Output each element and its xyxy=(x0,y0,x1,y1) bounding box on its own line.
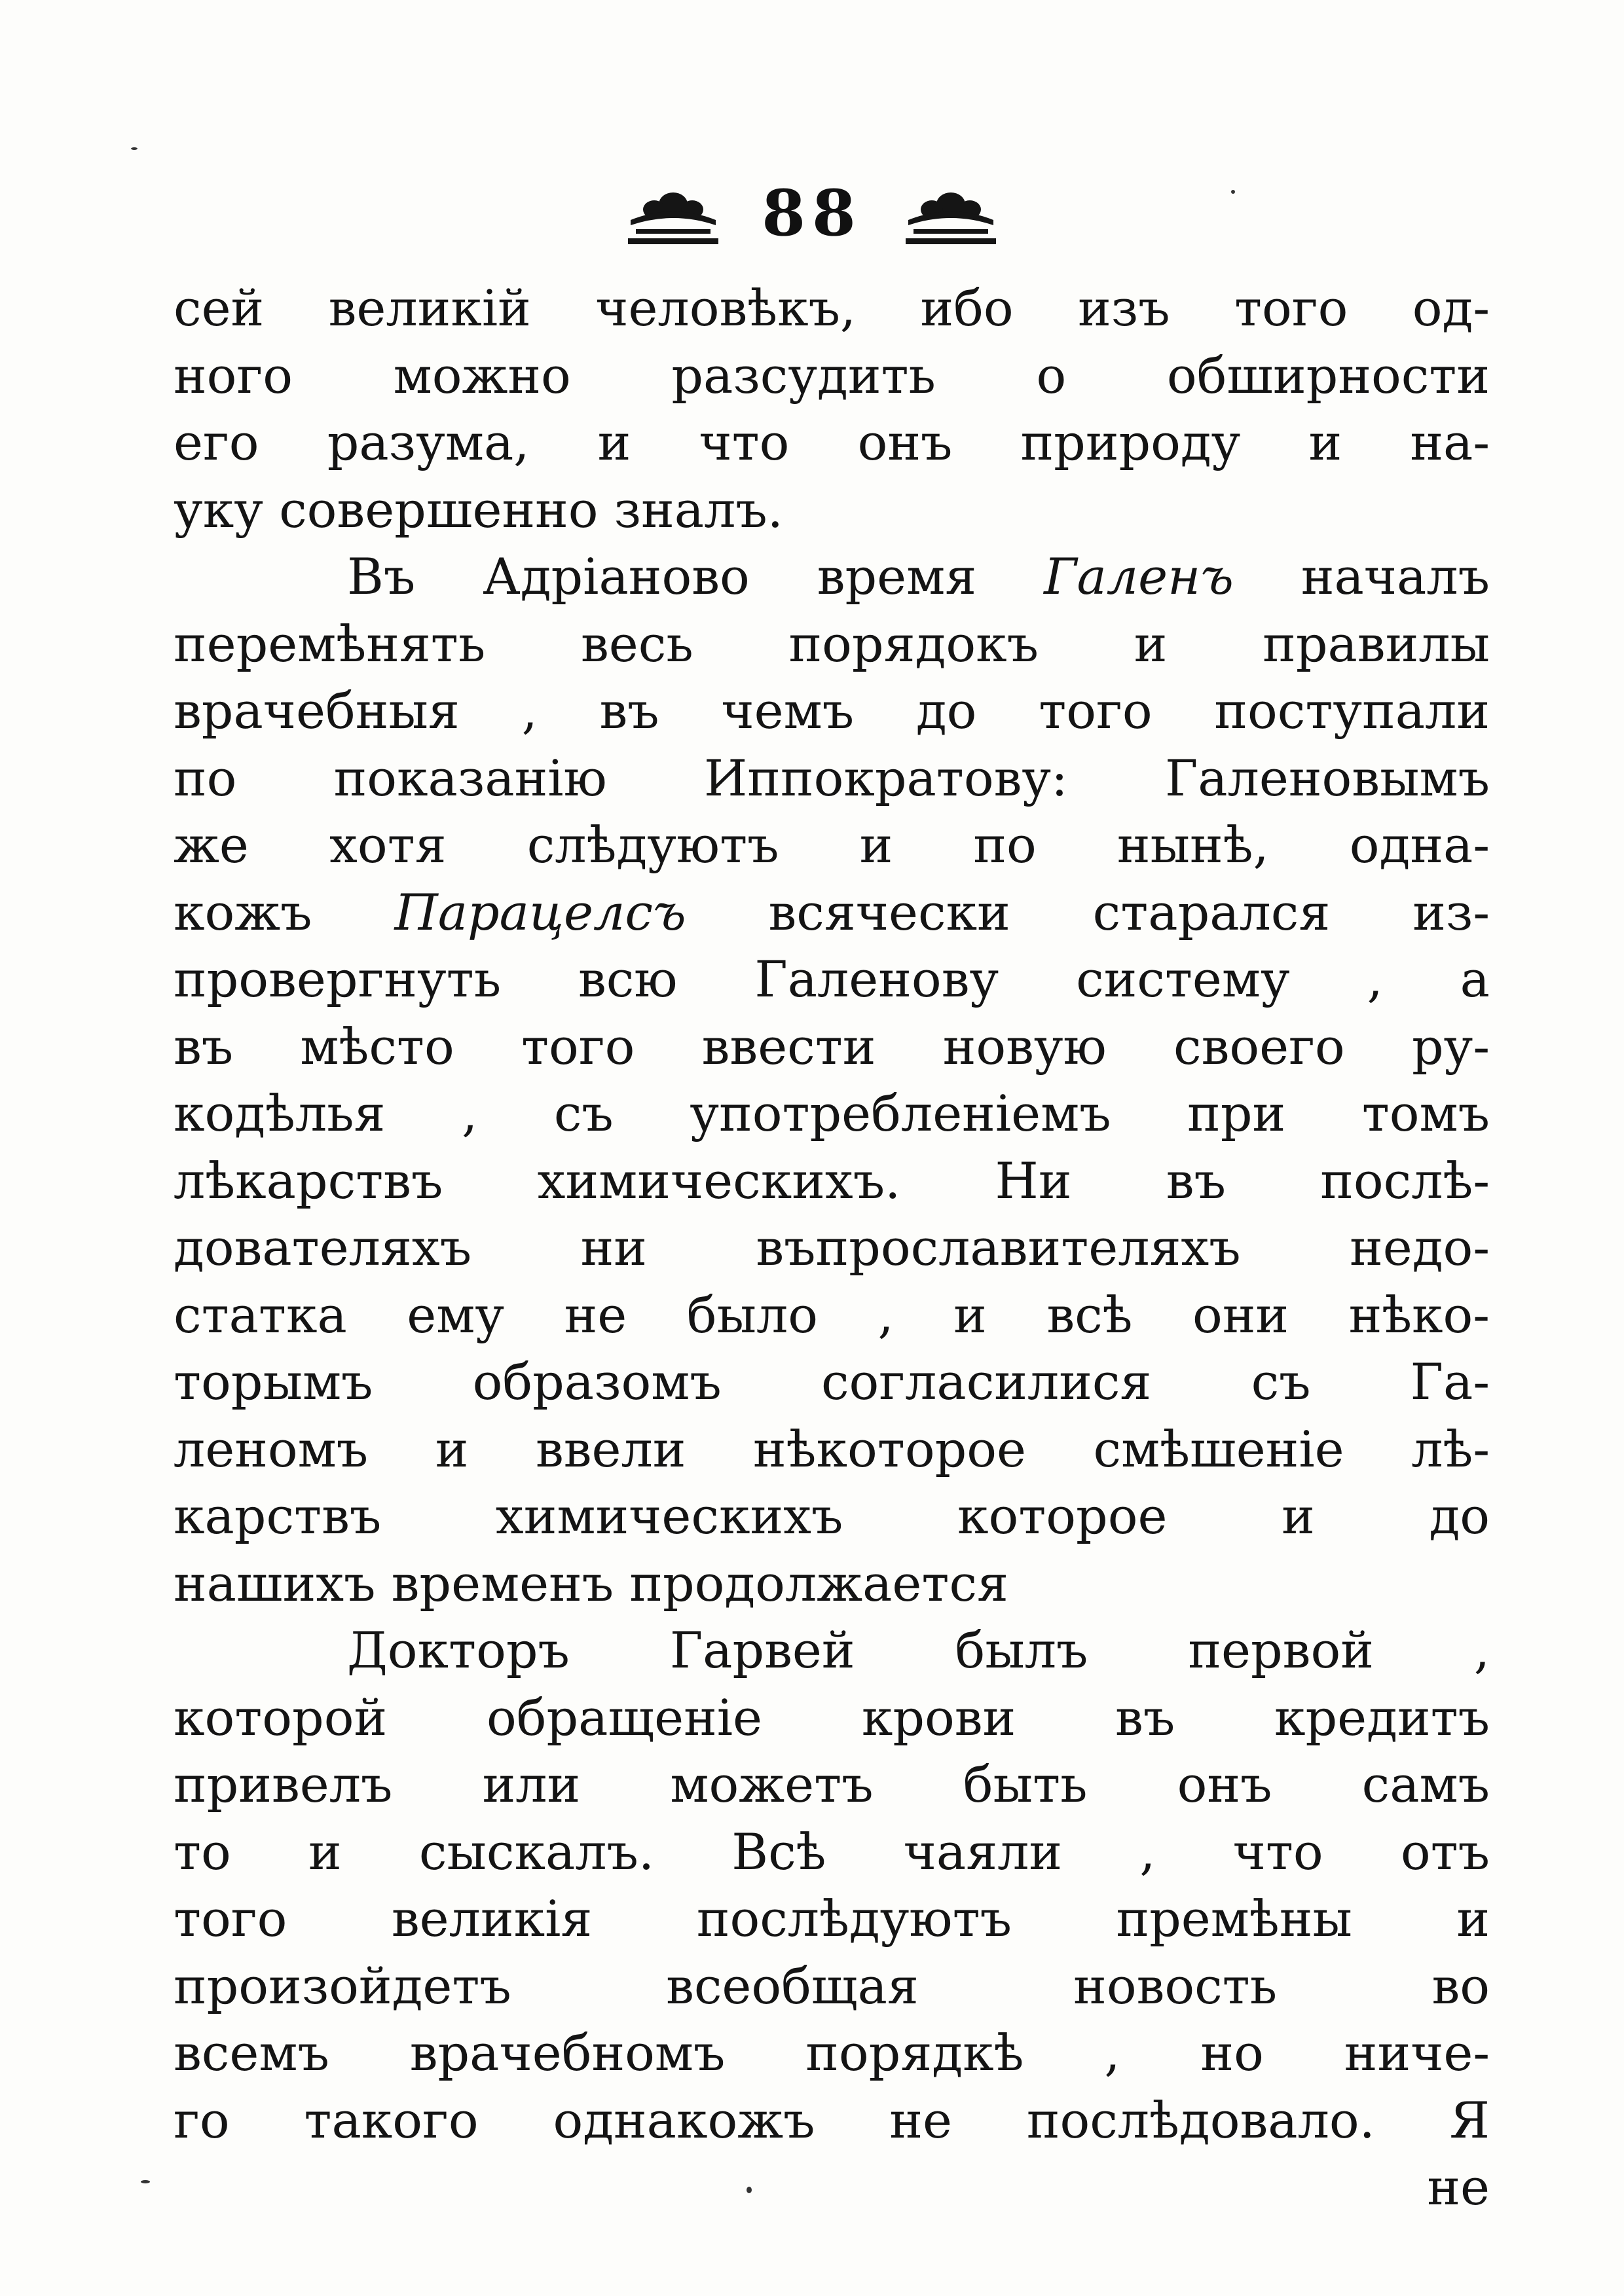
text-line: леномъ и ввели нѣкоторое смѣшеніе лѣ- xyxy=(174,1419,1490,1478)
ink-speck xyxy=(141,2180,150,2183)
ink-speck xyxy=(131,147,138,150)
text-line: сей великій человѣкъ, ибо изъ того од- xyxy=(174,279,1490,337)
text-line: Докторъ Гарвей былъ первой , xyxy=(347,1621,1490,1679)
text-line: же хотя слѣдуютъ и по нынѣ, одна- xyxy=(174,816,1490,874)
text-line: дователяхъ ни въпрославителяхъ недо- xyxy=(174,1218,1490,1277)
text-line: го такого однакожъ не послѣдовало. Я xyxy=(174,2090,1490,2149)
crown-ornament-icon xyxy=(902,177,1000,249)
text-line: его разума, и что онъ природу и на- xyxy=(174,413,1490,471)
text-line: врачебныя , въ чемъ до того поступали xyxy=(174,682,1490,740)
text-line: кожъ Парацелсъ всячески старался из- xyxy=(174,883,1490,941)
page-number: 88 xyxy=(762,175,862,250)
page-header xyxy=(0,167,1624,259)
text-line: лѣкарствъ химическихъ. Ни въ послѣ- xyxy=(174,1151,1490,1210)
text-line: то и сыскалъ. Всѣ чаяли , что отъ xyxy=(174,1822,1490,1881)
text-line: перемѣнять весь порядокъ и правилы xyxy=(174,614,1490,673)
text-line: произойдетъ всеобщая новость во xyxy=(174,1956,1490,2015)
italic-name: Парацелсъ xyxy=(394,883,686,941)
text-line: того великія послѣдуютъ премѣны и xyxy=(174,1889,1490,1948)
text-line: которой обращеніе крови въ кредитъ xyxy=(174,1688,1490,1747)
ink-speck xyxy=(747,2187,752,2193)
catchword: не xyxy=(1427,2158,1490,2216)
text-line: статка ему не было , и всѣ они нѣко- xyxy=(174,1285,1490,1344)
text-line: карствъ химическихъ которое и до xyxy=(174,1487,1490,1545)
text-line: по показанію Иппократову: Галеновымъ xyxy=(174,748,1490,807)
body-text xyxy=(174,275,1490,2221)
text-line: Въ Адріаново время Галенъ началъ xyxy=(347,547,1490,606)
text-line: торымъ образомъ согласилися съ Га- xyxy=(174,1353,1490,1411)
text-line: уку совершенно зналъ. xyxy=(174,480,783,539)
crown-ornament-icon xyxy=(624,177,722,249)
italic-name: Галенъ xyxy=(1044,547,1234,606)
text-line: провергнуть всю Галенову систему , а xyxy=(174,950,1490,1008)
text-line: кодѣлья , съ употребленіемъ при томъ xyxy=(174,1084,1490,1142)
text-line: всемъ врачебномъ порядкѣ , но ниче- xyxy=(174,2024,1490,2082)
text-line: привелъ или можетъ быть онъ самъ xyxy=(174,1755,1490,1813)
text-line: ного можно разсудить о обширности xyxy=(174,346,1490,405)
ink-speck xyxy=(1231,190,1235,194)
text-line: нашихъ временъ продолжается xyxy=(174,1554,1008,1613)
text-line: въ мѣсто того ввести новую своего ру- xyxy=(174,1017,1490,1076)
